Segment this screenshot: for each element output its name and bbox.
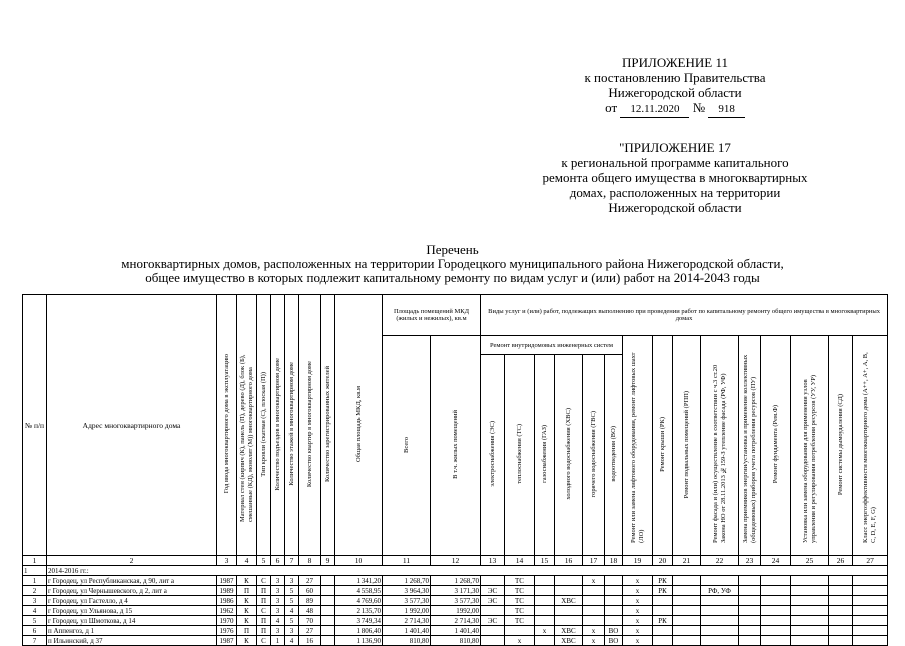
column-number: 13 [481,556,505,566]
col-area-group-header: Площадь помещений МКД (жилых и нежилых), кв.м [383,295,481,336]
table-cell: х [623,616,653,626]
decree-number: 918 [708,102,745,118]
table-cell: 3 964,30 [383,586,431,596]
table-cell [701,606,739,616]
table-cell [853,626,888,636]
table-cell: 2 714,30 [383,616,431,626]
title-line3: общее имущество в которых подлежит капитальному ремонту по видам услуг и (или) работ на 2014-2043 годы [145,270,760,285]
table-cell: 1 [271,636,285,646]
table-cell: ЭС [481,616,505,626]
col-facade-header: Ремонт фасада и (или) осуществление в соответствии с ч.3 ст.20 Закона НО от 28.11.2013 №159-З утепление фасада (РФ, УФ) [701,336,739,556]
table-cell [653,626,673,636]
table-cell [761,606,791,616]
table-cell: С [257,636,271,646]
table-cell [653,636,673,646]
col-class-header: Класс энергоэффективности многоквартирного дома (А++, А+, А, В, С, D, E, F, G) [853,336,888,556]
table-cell: г Городец, ул Чернышевского, д 2, лит а [47,586,217,596]
table-cell [535,606,555,616]
table-cell: 4 [285,606,299,616]
column-number: 21 [673,556,701,566]
table-cell: 3 [285,626,299,636]
table-row [23,626,888,636]
col-address-header: Адрес многоквартирного дома [47,295,217,556]
table-cell [853,596,888,606]
col-no-header: № п/п [23,295,47,556]
from-label: от [605,100,618,115]
table-cell [535,576,555,586]
table-row [23,616,888,626]
table-cell [853,576,888,586]
table-cell [321,606,335,616]
table-cell: 4 [23,606,47,616]
table-cell [791,636,829,646]
table-cell [535,596,555,606]
column-number: 12 [431,556,481,566]
table-cell [673,616,701,626]
table-cell: 3 [271,586,285,596]
column-number: 4 [237,556,257,566]
table-cell [761,576,791,586]
header-row-1 [23,295,888,336]
table-cell [673,636,701,646]
column-number: 10 [335,556,383,566]
table-cell [701,576,739,586]
col-hot-header: горячего водоснабжения (ГВС) [583,355,605,556]
column-number: 5 [257,556,271,566]
table-cell [653,596,673,606]
table-cell [605,606,623,616]
table-cell: 1 [23,576,47,586]
table-cell [481,636,505,646]
appendix-11-decree: к постановлению Правительства [584,70,766,85]
table-cell [653,606,673,616]
table-cell: ЭС [481,596,505,606]
table-cell: 3 [271,576,285,586]
table-cell: х [623,586,653,596]
table-cell [829,626,853,636]
table-cell: х [505,636,535,646]
column-number: 18 [605,556,623,566]
column-number: 20 [653,556,673,566]
column-numbers-row [23,556,888,566]
table-cell [761,626,791,636]
table-cell: 3 577,30 [431,596,481,606]
table-cell: 1 136,90 [335,636,383,646]
table-cell: ТС [505,596,535,606]
col-area-all-header: Всего [383,336,431,556]
table-cell: ХВС [555,596,583,606]
column-number: 8 [299,556,321,566]
table-cell [605,576,623,586]
table-cell: 3 [23,596,47,606]
table-cell: 1 401,40 [383,626,431,636]
col-basement-header: Ремонт подвальных помещений (РПП) [673,336,701,556]
table-cell: г Городец, ул Ульянова, д 15 [47,606,217,616]
column-number: 24 [761,556,791,566]
table-cell [739,596,761,606]
table-cell: 5 [285,616,299,626]
table-cell: 1987 [217,576,237,586]
table-cell [673,586,701,596]
table-cell [555,586,583,596]
table-cell [321,576,335,586]
table-cell [739,636,761,646]
col-services-header: Виды услуг и (или) работ, подлежащих выполнению при проведении работ по капитальному ремонту общего имущества в многоквартирных домах [481,295,888,336]
table-cell: ЭС [481,586,505,596]
table-cell: 89 [299,596,321,606]
title-line2: многоквартирных домов, расположенных на территории Городецкого муниципального района Нижегородской области, [121,256,784,271]
table-cell: 6 [23,626,47,636]
appendix-11-block [540,55,810,118]
table-cell [853,616,888,626]
appendix-17-title: "ПРИЛОЖЕНИЕ 17 [619,140,731,155]
table-cell: К [237,576,257,586]
table-cell: 3 [271,596,285,606]
table-cell: К [237,606,257,616]
table-cell: 27 [299,576,321,586]
table-cell [321,616,335,626]
column-number: 11 [383,556,431,566]
table-cell: 1976 [217,626,237,636]
table-cell: 1 341,20 [335,576,383,586]
table-row [23,586,888,596]
column-number: 3 [217,556,237,566]
col-heat-header: теплоснабжения (ТС) [505,355,535,556]
table-cell: г Городец, ул Гастелло, д 4 [47,596,217,606]
table-row [23,606,888,616]
table-cell: К [237,636,257,646]
table-cell: 1 268,70 [383,576,431,586]
table-cell: 4 769,60 [335,596,383,606]
table-cell [829,636,853,646]
table-cell [739,576,761,586]
table-cell [583,586,605,596]
col-entrances-header: Количество подъездов в многоквартирном доме [271,295,285,556]
table-cell: 3 171,30 [431,586,481,596]
table-cell [555,576,583,586]
table-cell: С [257,576,271,586]
table-cell: 5 [285,596,299,606]
table-cell [829,606,853,616]
table-cell: 810,80 [383,636,431,646]
table-cell: 5 [285,586,299,596]
col-roof-repair-header: Ремонт крыши (РК) [653,336,673,556]
col-networks-header: Ремонт внутридомовых инженерных систем [481,336,623,355]
table-cell: х [623,626,653,636]
appendix-11-region: Нижегородской области [608,85,742,100]
column-number: 6 [271,556,285,566]
table-cell [605,586,623,596]
houses-table [22,294,888,646]
column-number: 9 [321,556,335,566]
table-cell [321,586,335,596]
table-cell: х [583,626,605,636]
table-cell [535,616,555,626]
table-cell [791,606,829,616]
table-cell [739,606,761,616]
table-cell [701,596,739,606]
table-cell: РК [653,576,673,586]
appendix-17-block [480,140,870,215]
column-number: 17 [583,556,605,566]
table-cell [555,606,583,616]
table-cell: 5 [23,616,47,626]
appendix-11-date-line [540,100,810,118]
table-cell: 810,80 [431,636,481,646]
column-number: 25 [791,556,829,566]
table-cell: 2 714,30 [431,616,481,626]
col-drain-header: водоотведения (ВО) [605,355,623,556]
table-cell [829,616,853,626]
column-number: 19 [623,556,653,566]
table-cell: 3 [271,606,285,616]
table-cell: ТС [505,606,535,616]
table-cell: г Городец, ул Шмоткова, д 14 [47,616,217,626]
table-cell: ВО [605,636,623,646]
table-cell [739,586,761,596]
col-meters-header: Замена приемников энергии/установка и применение коллективных (общедомовых) приборов учета потребления ресурсов (ПУ) [739,336,761,556]
period-label: 2014-2016 гг.: [47,566,888,576]
col-registered-header: Количество зарегистрированных жителей [321,295,335,556]
col-flats-header: Количество квартир в многоквартирном доме [299,295,321,556]
column-number: 16 [555,556,583,566]
table-cell: П [257,596,271,606]
table-cell [321,596,335,606]
table-cell [853,636,888,646]
appendix-17-line4: домах, расположенных на территории [569,185,781,200]
column-number: 14 [505,556,535,566]
table-cell [701,636,739,646]
table-cell: 1 268,70 [431,576,481,586]
table-cell [761,616,791,626]
table-cell: С [257,606,271,616]
table-cell: 60 [299,586,321,596]
table-row [23,576,888,586]
table-cell [853,586,888,596]
table-cell: х [623,606,653,616]
table-cell: х [623,596,653,606]
table-cell: П [257,616,271,626]
appendix-17-line3: ремонта общего имущества в многоквартирных [542,170,808,185]
table-cell [739,616,761,626]
table-cell: 16 [299,636,321,646]
table-cell: х [583,576,605,586]
table-cell [829,576,853,586]
col-control-header: Установка или замена оборудования для применения узлов управления и регулирования потребления ресурсов (УУ, УР) [791,336,829,556]
column-number: 15 [535,556,555,566]
period-row [23,566,888,576]
data-rows [23,576,888,646]
table-cell: РК [653,616,673,626]
table-cell [673,596,701,606]
table-cell: ХВС [555,636,583,646]
table-cell: ВО [605,626,623,636]
table-cell: 2 135,70 [335,606,383,616]
column-number: 1 [23,556,47,566]
table-cell: г Городец, ул Республиканская, д 90, лит а [47,576,217,586]
table-cell [829,596,853,606]
table-cell: х [623,636,653,646]
table-cell [481,606,505,616]
appendix-11-title: ПРИЛОЖЕНИЕ 11 [622,55,728,70]
table-cell [583,606,605,616]
table-cell: К [237,616,257,626]
col-material-header: Материал стен (кирпич (К), панель (П), дерево (Д), блок (Б), смешанные (КД), монолит (М)) многоквартирного дома [237,295,257,556]
period-number: 1 [23,566,47,576]
table-cell: 1987 [217,636,237,646]
table-cell [701,616,739,626]
table-cell: 4 [271,616,285,626]
column-number: 7 [285,556,299,566]
table-cell [791,596,829,606]
table-cell: 2 [23,586,47,596]
table-cell [605,596,623,606]
table-cell [481,626,505,636]
table-cell [791,626,829,636]
column-number: 23 [739,556,761,566]
table-cell: 3 [285,576,299,586]
number-sign: № [692,100,706,115]
table-cell: 3 749,34 [335,616,383,626]
table-cell: ТС [505,576,535,586]
table-cell: ТС [505,616,535,626]
table-cell: 4 [285,636,299,646]
col-floors-header: Количество этажей в многоквартирном доме [285,295,299,556]
document-title [0,243,905,285]
table-cell: К [237,596,257,606]
table-cell [673,576,701,586]
table-cell: 70 [299,616,321,626]
table-cell: 1992,00 [431,606,481,616]
table-cell: 27 [299,626,321,636]
table-cell [791,586,829,596]
table-cell [829,586,853,596]
table-cell: ТС [505,586,535,596]
table-cell [481,576,505,586]
table-cell: 48 [299,606,321,616]
appendix-17-line5: Нижегородской области [608,200,742,215]
table-cell [673,626,701,636]
table-cell [761,586,791,596]
column-number: 26 [829,556,853,566]
table-cell: х [623,576,653,586]
table-cell [555,616,583,626]
table-cell: РФ, УФ [701,586,739,596]
table-cell [761,596,791,606]
table-cell: х [535,626,555,636]
table-cell [535,636,555,646]
table-cell: П [237,626,257,636]
col-area-living-header: В т.ч. жилых помещений [431,336,481,556]
table-cell [321,626,335,636]
table-cell: П [257,626,271,636]
table-cell: 1989 [217,586,237,596]
table-cell: 1 806,40 [335,626,383,636]
title-line1: Перечень [426,242,479,257]
table-cell [739,626,761,636]
table-cell: п Ильинский, д 37 [47,636,217,646]
table-cell: х [583,636,605,646]
appendix-17-line2: к региональной программе капитального [561,155,789,170]
table-cell: 1986 [217,596,237,606]
table-cell [791,616,829,626]
table-cell: РК [653,586,673,596]
table-cell [321,636,335,646]
column-number: 22 [701,556,739,566]
col-lift-header: Ремонт или замена лифтового оборудования, ремонт лифтовых шахт (ЛО) [623,336,653,556]
table-cell: ХВС [555,626,583,636]
col-roof-type-header: Тип кровли (скатная (С), плоская (П)) [257,295,271,556]
table-cell [853,606,888,616]
col-year-header: Год ввода многоквартирного дома в эксплуатацию [217,295,237,556]
table-cell: П [237,586,257,596]
decree-date: 12.11.2020 [620,102,689,118]
table-cell [701,626,739,636]
col-el-header: электроснабжения (ЭС) [481,355,505,556]
table-cell [761,636,791,646]
col-smoke-header: Ремонт системы дымоудаления (СД) [829,336,853,556]
table-cell [605,616,623,626]
table-row [23,636,888,646]
col-cold-header: холодного водоснабжения (ХВС) [555,355,583,556]
table-cell [673,606,701,616]
table-row [23,596,888,606]
table-cell [583,596,605,606]
col-total-area-header: Общая площадь МКД, кв.м [335,295,383,556]
table-cell: п Аппенгоз, д 1 [47,626,217,636]
table-cell: 1 401,40 [431,626,481,636]
table-cell: 1970 [217,616,237,626]
table-cell [791,576,829,586]
table-cell: П [257,586,271,596]
table-cell [583,616,605,626]
table-cell: 4 558,95 [335,586,383,596]
table-cell: 3 577,30 [383,596,431,606]
table-cell: 1 992,00 [383,606,431,616]
col-foundation-header: Ремонт фундамента (Рем.Ф) [761,336,791,556]
table-cell: 7 [23,636,47,646]
col-gas-header: газоснабжения (ГАЗ) [535,355,555,556]
column-number: 27 [853,556,888,566]
table-cell [535,586,555,596]
table-cell: 3 [271,626,285,636]
table-cell: 1962 [217,606,237,616]
table-cell [505,626,535,636]
column-number: 2 [47,556,217,566]
